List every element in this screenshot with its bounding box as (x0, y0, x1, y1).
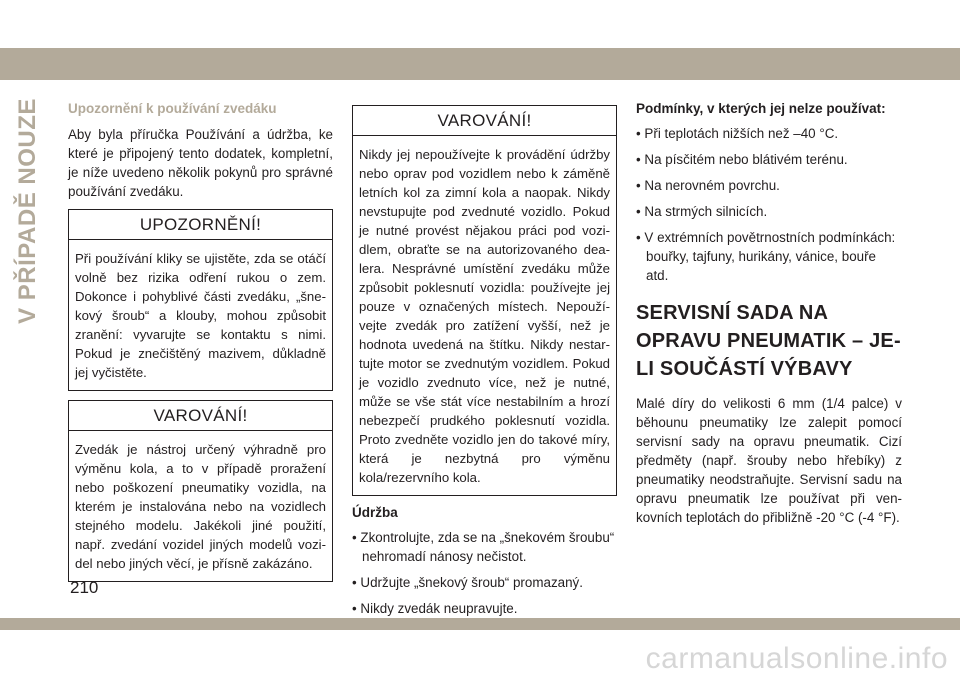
section-tab-label: V PŘÍPADĚ NOUZE (14, 98, 41, 324)
caution-box (68, 209, 333, 391)
list-item: • Na nerovném povrchu. (636, 176, 902, 195)
watermark: carmanualsonline.info (645, 642, 948, 675)
warning-box-2 (352, 105, 617, 496)
warning-title-2: VAROVÁNÍ! (353, 106, 616, 136)
warning-text: Zvedák je nástroj určený výhradně pro výměnu kola, a to v případě proražení nebo poškození pneumatiky vozidla, na kterém je instalována nebo na vozidlech stejného modelu. Jakékoli jiné použití, např. zvedání vozidel jiných modelů vozi-del nebo jiných věcí, je přísně zakázáno. (75, 442, 326, 571)
caution-text: Při používání kliky se ujistěte, zda se otáčí volně bez rizika odření rukou o zem. Dokonce i pohyblivé části zvedáku, „šne-kový šroub“ a klouby, mohou způsobit zranění: vyvarujte se kontaktu s nimi. Pokud je znečištěný mazivem, důkladně jej vyčistěte. (75, 251, 326, 380)
column-right (636, 101, 902, 535)
warning-text-2: Nikdy jej nepoužívejte k provádění údržby nebo oprav pod vozidlem nebo k záměně letních kol za zimní kola a naopak. Nikdy nevstupujte pod zvednuté vozidlo. Pokud je nutné provést nějakou práci pod vozi-dlem, obraťte se na autorizovaného dea-lera. Nesprávné umístění zvedáku může způsobit poklesnutí vozidla: používejte jej pouze v označených místech. Nepouží-vejte zvedák pro zatížení vyšší, než je hodnota uvedená na štítku. Nikdy nestar-tujte motor se zvednutým vozidlem. Pokud je vozidlo zvednuto více, než je nutné, může se vše stát více nestabilním a hrozí nebezpečí prudkého poklesnutí vozidla. Proto zvedněte vozidlo jen do takové míry, která je nezbytná pro výměnu kola/rezervního kola. (359, 147, 610, 485)
jack-warnings-heading: Upozornění k používání zvedáku (68, 101, 277, 116)
column-middle (352, 105, 617, 625)
conditions-heading: Podmínky, v kterých jej nelze používat: (636, 101, 886, 116)
list-item: • V extrémních povětrnostních podmínkách: bouřky, tajfuny, hurikány, vánice, bouře atd. (636, 228, 902, 285)
footer-band (0, 618, 960, 630)
tire-kit-heading: SERVISNÍ SADA NA OPRAVU PNEUMATIK – JE-LI SOUČÁSTÍ VÝBAVY (636, 302, 901, 380)
list-item: • Při teplotách nižších než –40 °C. (636, 124, 902, 143)
header-band (0, 48, 960, 80)
column-left (68, 101, 333, 591)
page-number: 210 (70, 578, 99, 597)
caution-title: UPOZORNĚNÍ! (69, 210, 332, 240)
intro-paragraph: Aby byla příručka Používání a údržba, ke které je připojený tento dodatek, kompletní, je níže uvedeno několik pokynů pro správné používání zvedáku. (68, 127, 333, 199)
list-item: • Na písčitém nebo blátivém terénu. (636, 150, 902, 169)
tire-kit-paragraph: Malé díry do velikosti 6 mm (1/4 palce) v běhounu pneumatiky lze zalepit pomocí servisní sady na opravu pneumatik. Cizí předměty (např. šrouby nebo hřebíky) z pneumatiky neodstraňujte. Servisní sadu na opravu pneumatik lze používat při ven-kovních teplotách do přibližně -20 °C (-4 °F). (636, 396, 902, 525)
maintenance-heading: Údržba (352, 505, 398, 520)
warning-box (68, 400, 333, 582)
list-item: • Na strmých silnicích. (636, 202, 902, 221)
list-item: • Nikdy zvedák neupravujte. (352, 599, 617, 618)
warning-title: VAROVÁNÍ! (69, 401, 332, 431)
list-item: • Zkontrolujte, zda se na „šnekovém šroubu“ nehromadí nánosy nečistot. (352, 528, 617, 566)
section-side-tab (10, 98, 46, 324)
list-item: • Udržujte „šnekový šroub“ promazaný. (352, 573, 617, 592)
